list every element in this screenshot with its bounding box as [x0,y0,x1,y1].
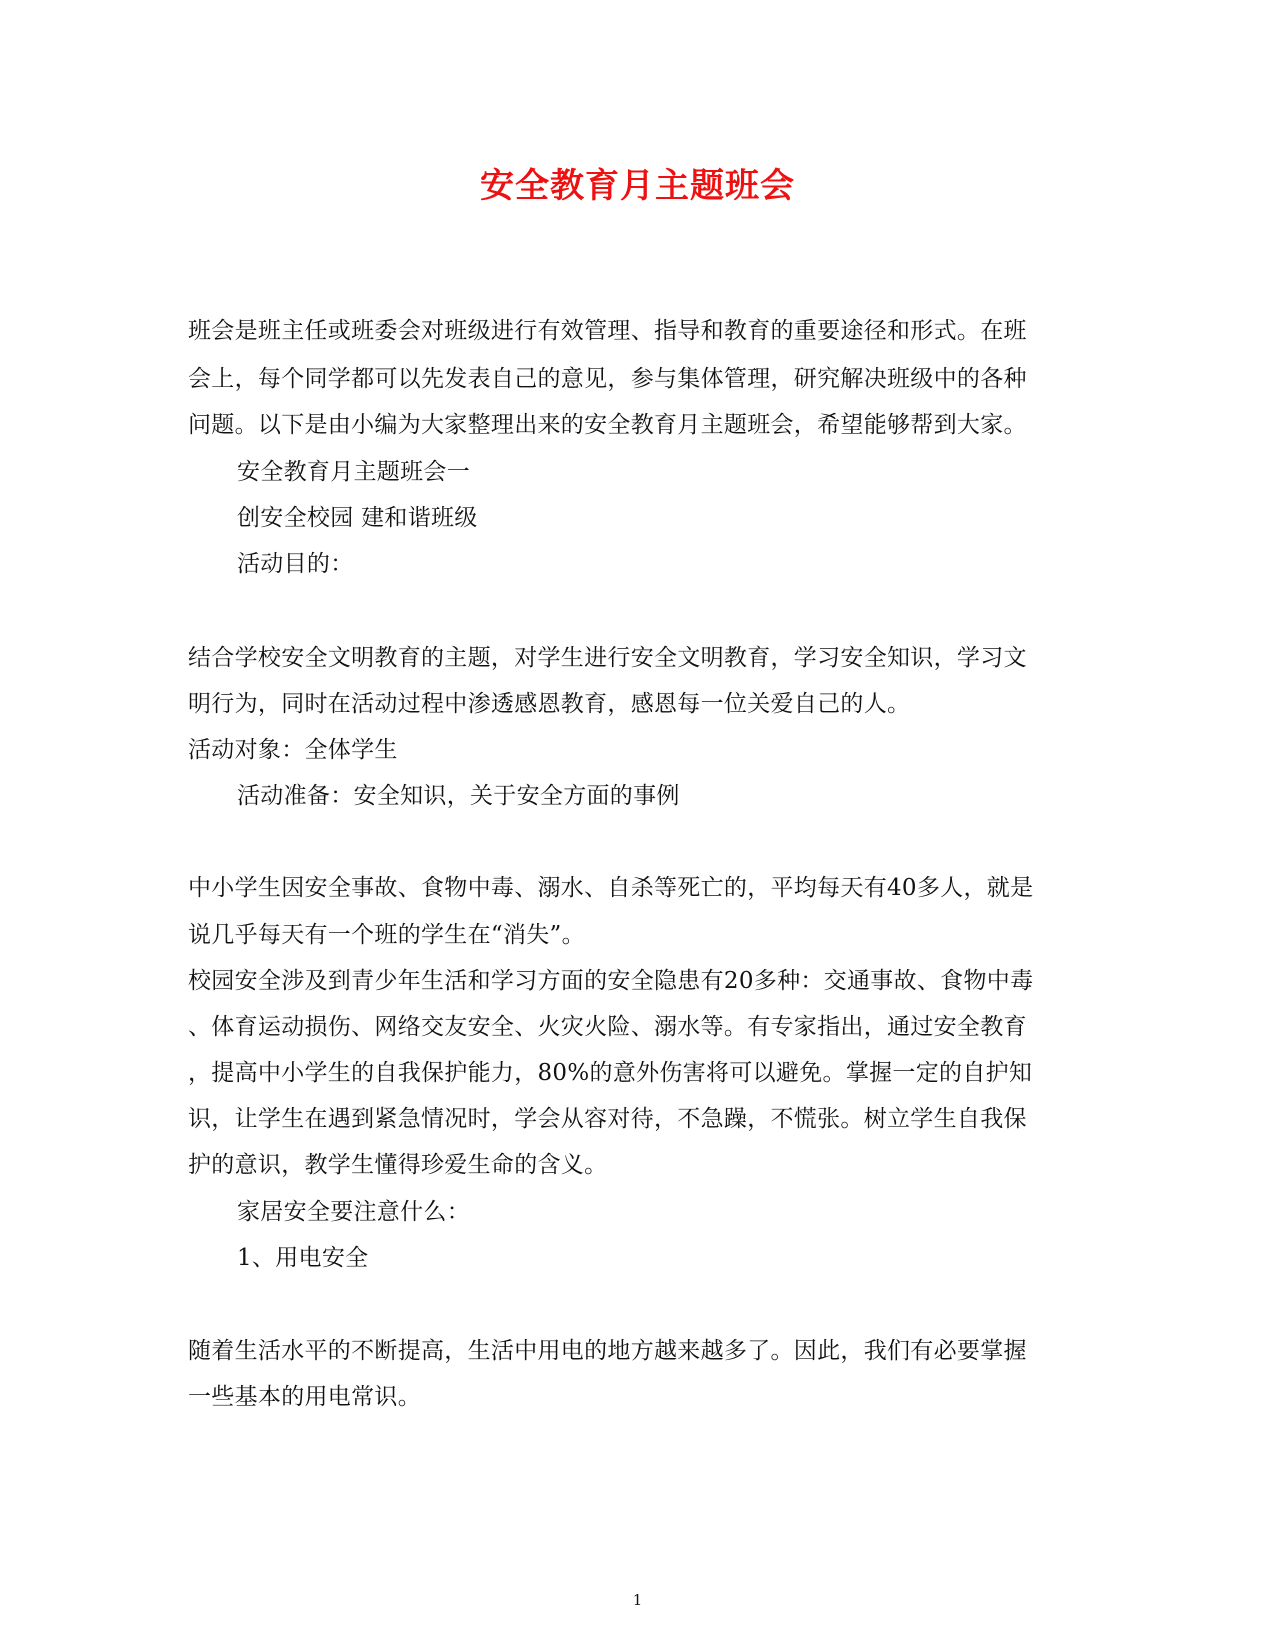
paragraph-line: 会上，每个同学都可以先发表自己的意见，参与集体管理，研究解决班级中的各种 [188,366,1027,392]
paragraph-line: 校园安全涉及到青少年生活和学习方面的安全隐患有20多种：交通事故、食物中毒 [188,968,1034,994]
paragraph-line: 识，让学生在遇到紧急情况时，学会从容对待，不急躁，不慌张。树立学生自我保 [188,1106,1027,1132]
paragraph-line: 问题。以下是由小编为大家整理出来的安全教育月主题班会，希望能够帮到大家。 [188,412,1027,438]
page-number: 1 [632,1591,643,1609]
page-title: 安全教育月主题班会 [480,166,795,206]
paragraph-line: 班会是班主任或班委会对班级进行有效管理、指导和教育的重要途径和形式。在班 [188,318,1027,344]
paragraph-line: 、体育运动损伤、网络交友安全、火灾火险、溺水等。有专家指出，通过安全教育 [188,1014,1027,1040]
subtitle-line: 创安全校园 建和谐班级 [237,505,478,531]
label-line: 活动对象：全体学生 [188,737,398,763]
paragraph-line: 明行为，同时在活动过程中渗透感恩教育，感恩每一位关爱自己的人。 [188,691,911,717]
paragraph-line: ，提高中小学生的自我保护能力，80%的意外伤害将可以避免。掌握一定的自护知 [188,1060,1033,1086]
paragraph-line: 护的意识，教学生懂得珍爱生命的含义。 [188,1152,608,1178]
paragraph-line: 中小学生因安全事故、食物中毒、溺水、自杀等死亡的，平均每天有40多人，就是 [188,875,1034,901]
list-item: 1、用电安全 [237,1245,369,1271]
label-line: 家居安全要注意什么： [237,1199,470,1225]
label-line: 活动目的： [237,551,354,577]
paragraph-line: 随着生活水平的不断提高，生活中用电的地方越来越多了。因此，我们有必要掌握 [188,1338,1027,1364]
section-heading: 安全教育月主题班会一 [237,459,470,485]
label-line: 活动准备：安全知识，关于安全方面的事例 [237,783,680,809]
paragraph-line: 一些基本的用电常识。 [188,1384,421,1410]
paragraph-line: 结合学校安全文明教育的主题，对学生进行安全文明教育，学习安全知识，学习文 [188,645,1027,671]
paragraph-line: 说几乎每天有一个班的学生在“消失”。 [188,922,585,948]
